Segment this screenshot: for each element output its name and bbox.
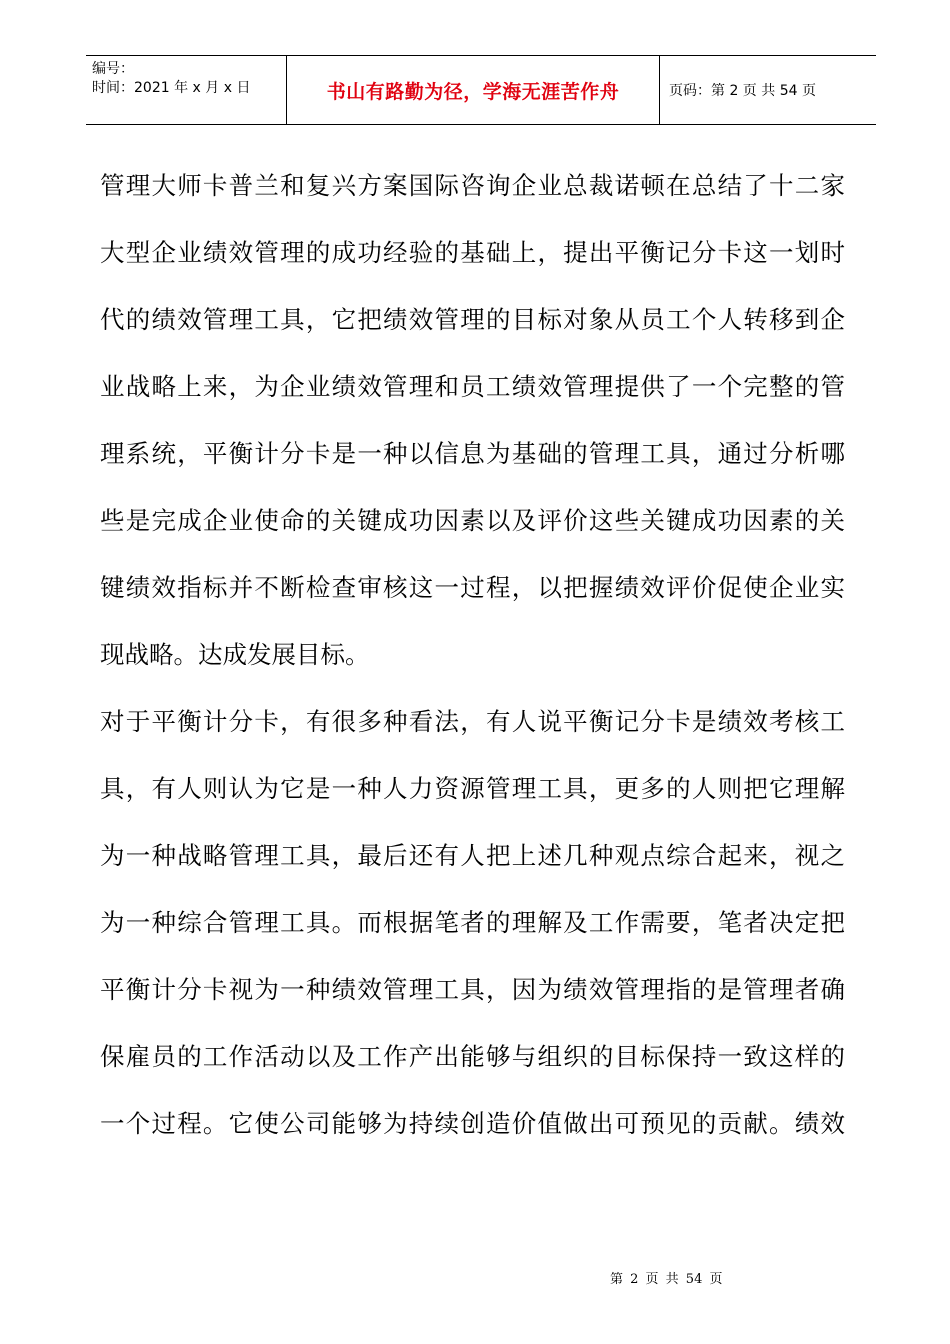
body-line: 些是完成企业使命的关键成功因素以及评价这些关键成功因素的关 [100,506,845,535]
header-page-info: 页码：第 2 页 共 54 页 [669,83,816,99]
body-line: 键绩效指标并不断检查审核这一过程，以把握绩效评价促使企业实 [100,573,845,602]
body-line: 为一种综合管理工具。而根据笔者的理解及工作需要，笔者决定把 [100,908,845,937]
header-meta [92,60,250,98]
body-line: 现战略。达成发展目标。 [100,640,370,669]
body-line: 对于平衡计分卡，有很多种看法，有人说平衡记分卡是绩效考核工 [100,707,845,736]
document-number-label: 编号： [92,61,134,77]
body-line: 平衡计分卡视为一种绩效管理工具，因为绩效管理指的是管理者确 [100,975,845,1004]
body-line: 为一种战略管理工具，最后还有人把上述几种观点综合起来，视之 [100,841,845,870]
body-line: 代的绩效管理工具，它把绩效管理的目标对象从员工个人转移到企 [100,305,845,334]
body-line: 保雇员的工作活动以及工作产出能够与组织的目标保持一致这样的 [100,1042,845,1071]
body-line: 一个过程。它使公司能够为持续创造价值做出可预见的贡献。绩效 [100,1109,845,1138]
body-line: 具，有人则认为它是一种人力资源管理工具，更多的人则把它理解 [100,774,845,803]
document-time-label: 时间：2021 年 x 月 x 日 [92,80,251,96]
body-line: 管理大师卡普兰和复兴方案国际咨询企业总裁诺顿在总结了十二家 [100,171,845,200]
document-body [100,152,845,1157]
page-header [86,55,876,125]
body-line: 理系统，平衡计分卡是一种以信息为基础的管理工具，通过分析哪 [100,439,845,468]
header-motto: 书山有路勤为径，学海无涯苦作舟 [286,56,660,124]
body-line: 大型企业绩效管理的成功经验的基础上，提出平衡记分卡这一划时 [100,238,845,267]
page-footer: 第 2 页 共 54 页 [610,1272,723,1287]
body-line: 业战略上来，为企业绩效管理和员工绩效管理提供了一个完整的管 [100,372,845,401]
